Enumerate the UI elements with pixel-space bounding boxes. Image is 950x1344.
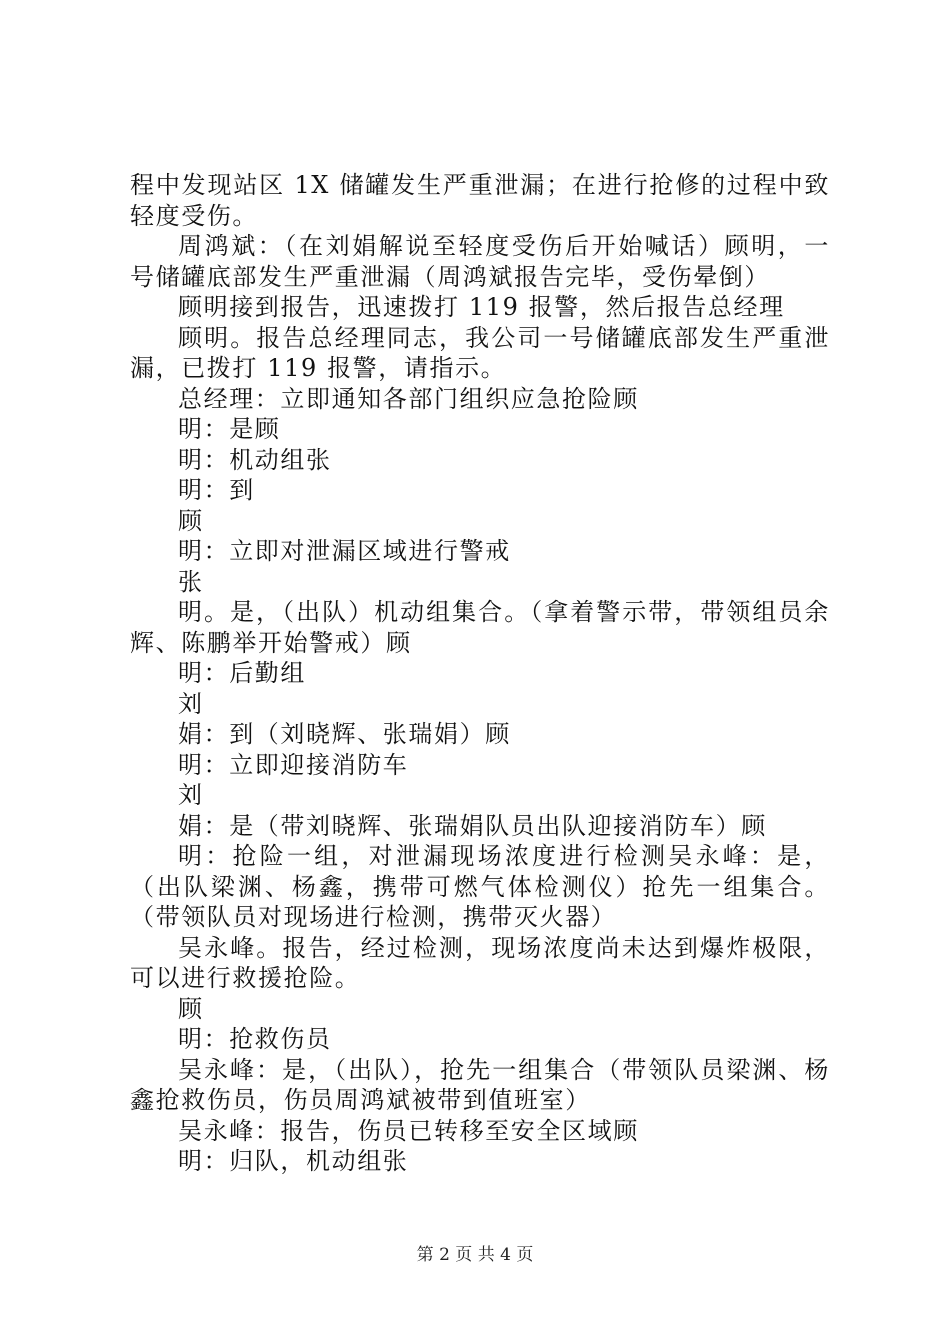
paragraph: 程中发现站区 1X 储罐发生严重泄漏；在进行抢修的过程中致轻度受伤。 [130, 171, 830, 230]
paragraph: 明：立即迎接消防车 [178, 750, 409, 779]
paragraph: 明：是顾 [178, 415, 281, 443]
paragraph: 顾 [178, 506, 204, 535]
paragraph: 顾明。报告总经理同志，我公司一号储罐底部发生严重泄漏，已拨打 119 报警，请指示。 [130, 323, 830, 382]
paragraph: 张 [178, 567, 204, 596]
paragraph: 明：到 [178, 476, 255, 504]
paragraph: 顾明接到报告，迅速拨打 119 报警，然后报告总经理 [178, 293, 785, 321]
paragraph: 周鸿斌：（在刘娟解说至轻度受伤后开始喊话）顾明，一号储罐底部发生严重泄漏（周鸿斌报告完毕，受伤晕倒） [130, 232, 830, 291]
paragraph: 明：抢险一组，对泄漏现场浓度进行检测吴永峰：是，（出队梁渊、杨鑫，携带可燃气体检测仪）抢先一组集合。（带领队员对现场进行检测，携带灭火器） [130, 842, 830, 931]
paragraph: 明：抢救伤员 [178, 1025, 332, 1053]
paragraph: 刘 [178, 689, 204, 718]
paragraph: 明：机动组张 [178, 445, 332, 474]
page-number: 第 2 页 共 4 页 [416, 1245, 534, 1265]
paragraph: 吴永峰：是，（出队），抢先一组集合（带领队员梁渊、杨鑫抢救伤员，伤员周鸿斌被带到值班室） [130, 1055, 830, 1114]
paragraph: 顾 [178, 994, 204, 1023]
paragraph: 明。是，（出队）机动组集合。（拿着警示带，带领组员余辉、陈鹏举开始警戒）顾 [130, 598, 830, 657]
paragraph: 刘 [178, 781, 204, 809]
paragraph: 明：后勤组 [178, 659, 306, 687]
paragraph: 吴永峰：报告，伤员已转移至安全区域顾 [178, 1116, 639, 1145]
paragraph: 总经理：立即通知各部门组织应急抢险顾 [178, 384, 639, 413]
paragraph: 娟：是（带刘晓辉、张瑞娟队员出队迎接消防车）顾 [178, 811, 767, 840]
document-body [130, 170, 830, 1177]
paragraph: 吴永峰。报告，经过检测，现场浓度尚未达到爆炸极限，可以进行救援抢险。 [130, 933, 830, 992]
paragraph: 明：立即对泄漏区域进行警戒 [178, 537, 511, 565]
paragraph: 娟：到（刘晓辉、张瑞娟）顾 [178, 720, 511, 748]
paragraph: 明：归队，机动组张 [178, 1147, 409, 1175]
